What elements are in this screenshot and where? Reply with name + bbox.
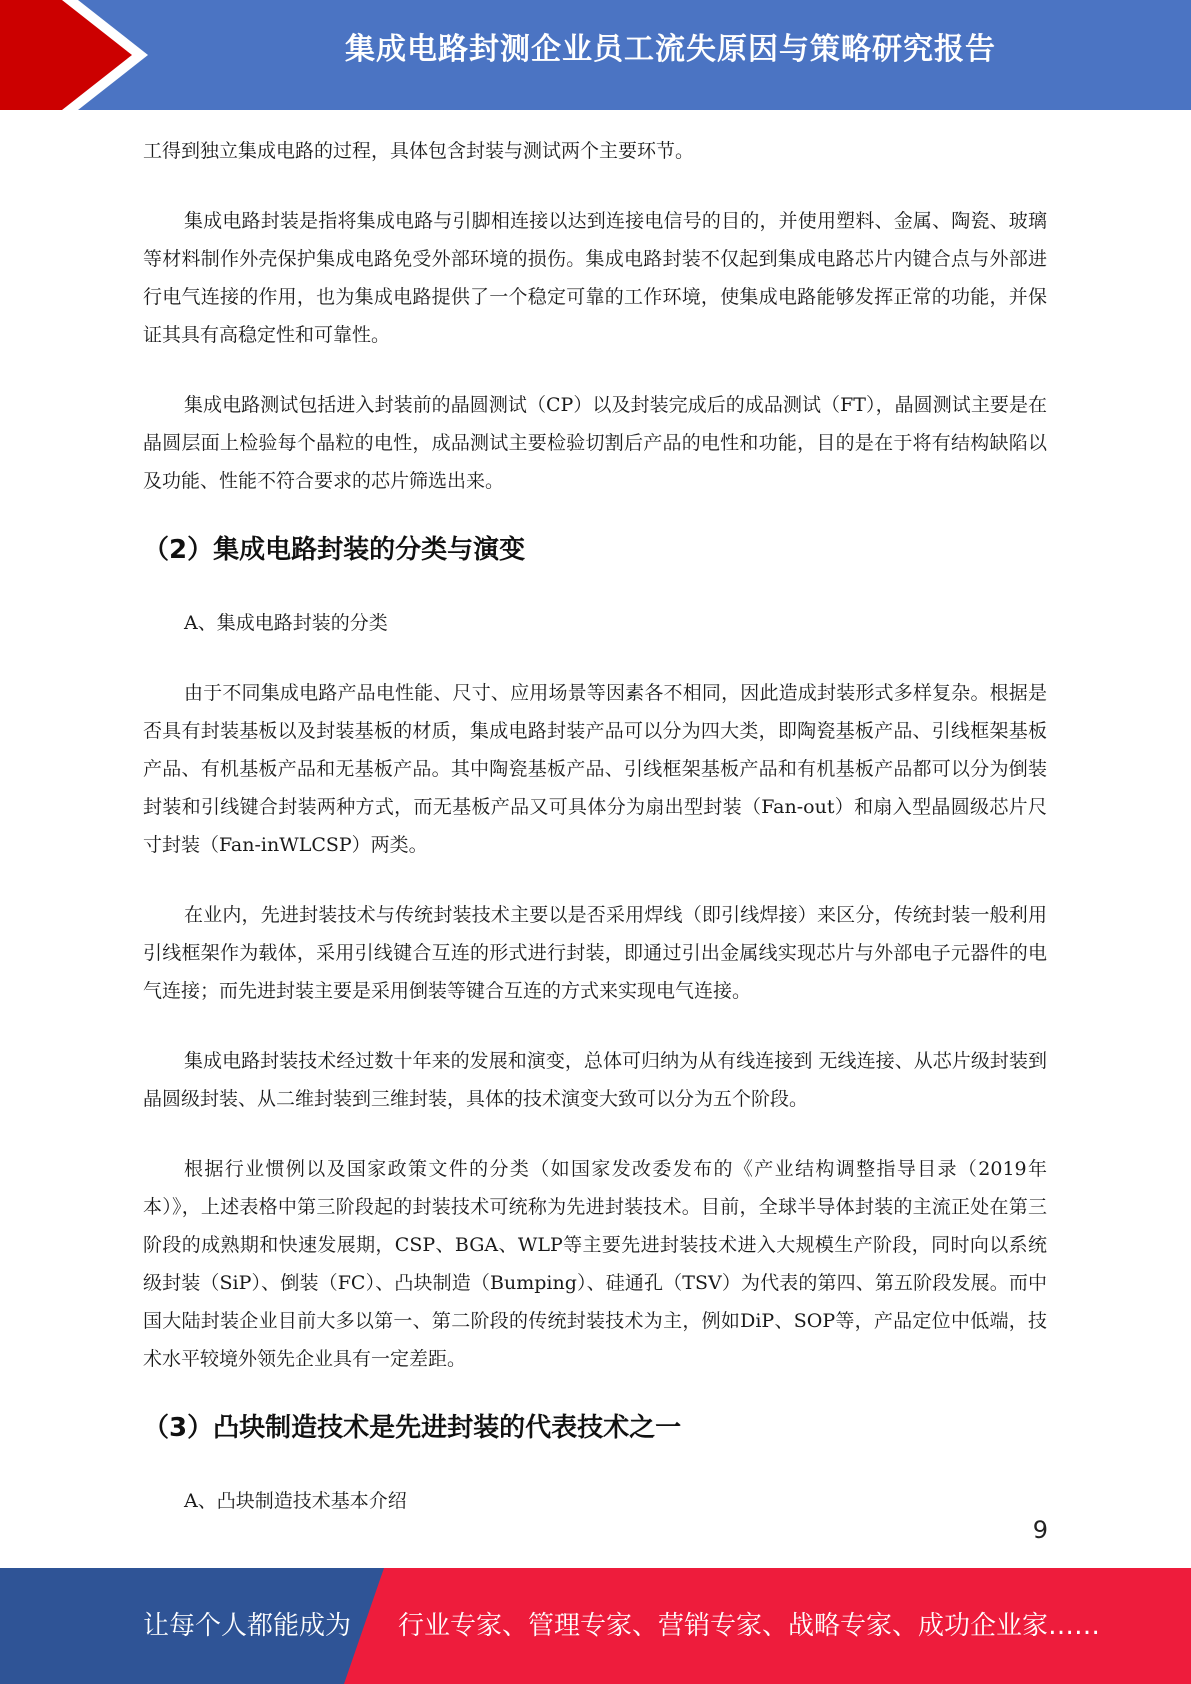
page-number: 9 bbox=[1032, 1516, 1048, 1544]
section-heading-2: （2）集成电路封装的分类与演变 bbox=[143, 535, 526, 565]
paragraph-continuation: 工得到独立集成电路的过程，具体包含封装与测试两个主要环节。 bbox=[143, 140, 695, 162]
subheading-bumping-intro: A、凸块制造技术基本介绍 bbox=[184, 1490, 407, 1512]
report-title: 集成电路封测企业员工流失原因与策略研究报告 bbox=[345, 32, 996, 67]
subheading-classification: A、集成电路封装的分类 bbox=[184, 612, 388, 634]
document-body bbox=[143, 132, 1047, 1552]
paragraph-advanced-vs-traditional: 在业内，先进封装技术与传统封装技术主要以是否采用焊线（即引线焊接）来区分，传统封装一般利用引线框架作为载体，采用引线键合互连的形式进行封装，即通过引出金属线实现芯片与外部电子元器件的电气连接；而先进封装主要是采用倒装等键合互连的方式来实现电气连接。 bbox=[143, 904, 1047, 1002]
footer-slogan-right: 行业专家、管理专家、营销专家、战略专家、成功企业家…… bbox=[398, 1611, 1101, 1641]
section-heading-3: （3）凸块制造技术是先进封装的代表技术之一 bbox=[143, 1413, 682, 1443]
paragraph-classification: 由于不同集成电路产品电性能、尺寸、应用场景等因素各不相同，因此造成封装形式多样复杂。根据是否具有封装基板以及封装基板的材质，集成电路封装产品可以分为四大类，即陶瓷基板产品、引线框架基板产品、有机基板产品和无基板产品。其中陶瓷基板产品、引线框架基板产品和有机基板产品都可以分为倒装封装和引线键合封装两种方式，而无基板产品又可具体分为扇出型封装（Fan-out）和扇入型晶圆级芯片尺寸封装（Fan-inWLCSP）两类。 bbox=[143, 682, 1047, 856]
page-footer bbox=[0, 1568, 1191, 1684]
paragraph-evolution: 集成电路封装技术经过数十年来的发展和演变，总体可归纳为从有线连接到 无线连接、从芯片级封装到晶圆级封装、从二维封装到三维封装，具体的技术演变大致可以分为五个阶段。 bbox=[143, 1050, 1047, 1110]
paragraph-packaging-definition: 集成电路封装是指将集成电路与引脚相连接以达到连接电信号的目的，并使用塑料、金属、陶瓷、玻璃等材料制作外壳保护集成电路免受外部环境的损伤。集成电路封装不仅起到集成电路芯片内键合点与外部进行电气连接的作用，也为集成电路提供了一个稳定可靠的工作环境，使集成电路能够发挥正常的功能，并保证其具有高稳定性和可靠性。 bbox=[143, 210, 1047, 346]
paragraph-testing-definition: 集成电路测试包括进入封装前的晶圆测试（CP）以及封装完成后的成品测试（FT），晶圆测试主要是在晶圆层面上检验每个晶粒的电性，成品测试主要检验切割后产品的电性和功能，目的是在于将有结构缺陷以及功能、性能不符合要求的芯片筛选出来。 bbox=[143, 394, 1047, 492]
paragraph-industry-status: 根据行业惯例以及国家政策文件的分类（如国家发改委发布的《产业结构调整指导目录（2019年本）》，上述表格中第三阶段起的封装技术可统称为先进封装技术。目前，全球半导体封装的主流正处在第三阶段的成熟期和快速发展期，CSP、BGA、WLP等主要先进封装技术进入大规模生产阶段，同时向以系统级封装（SiP）、倒装（FC）、凸块制造（Bumping）、硅通孔（TSV）为代表的第四、第五阶段发展。而中国大陆封装企业目前大多以第一、第二阶段的传统封装技术为主，例如DiP、SOP等，产品定位中低端，技术水平较境外领先企业具有一定差距。 bbox=[143, 1158, 1047, 1370]
footer-slogan-left: 让每个人都能成为 bbox=[143, 1611, 352, 1641]
page-header bbox=[0, 0, 1191, 110]
